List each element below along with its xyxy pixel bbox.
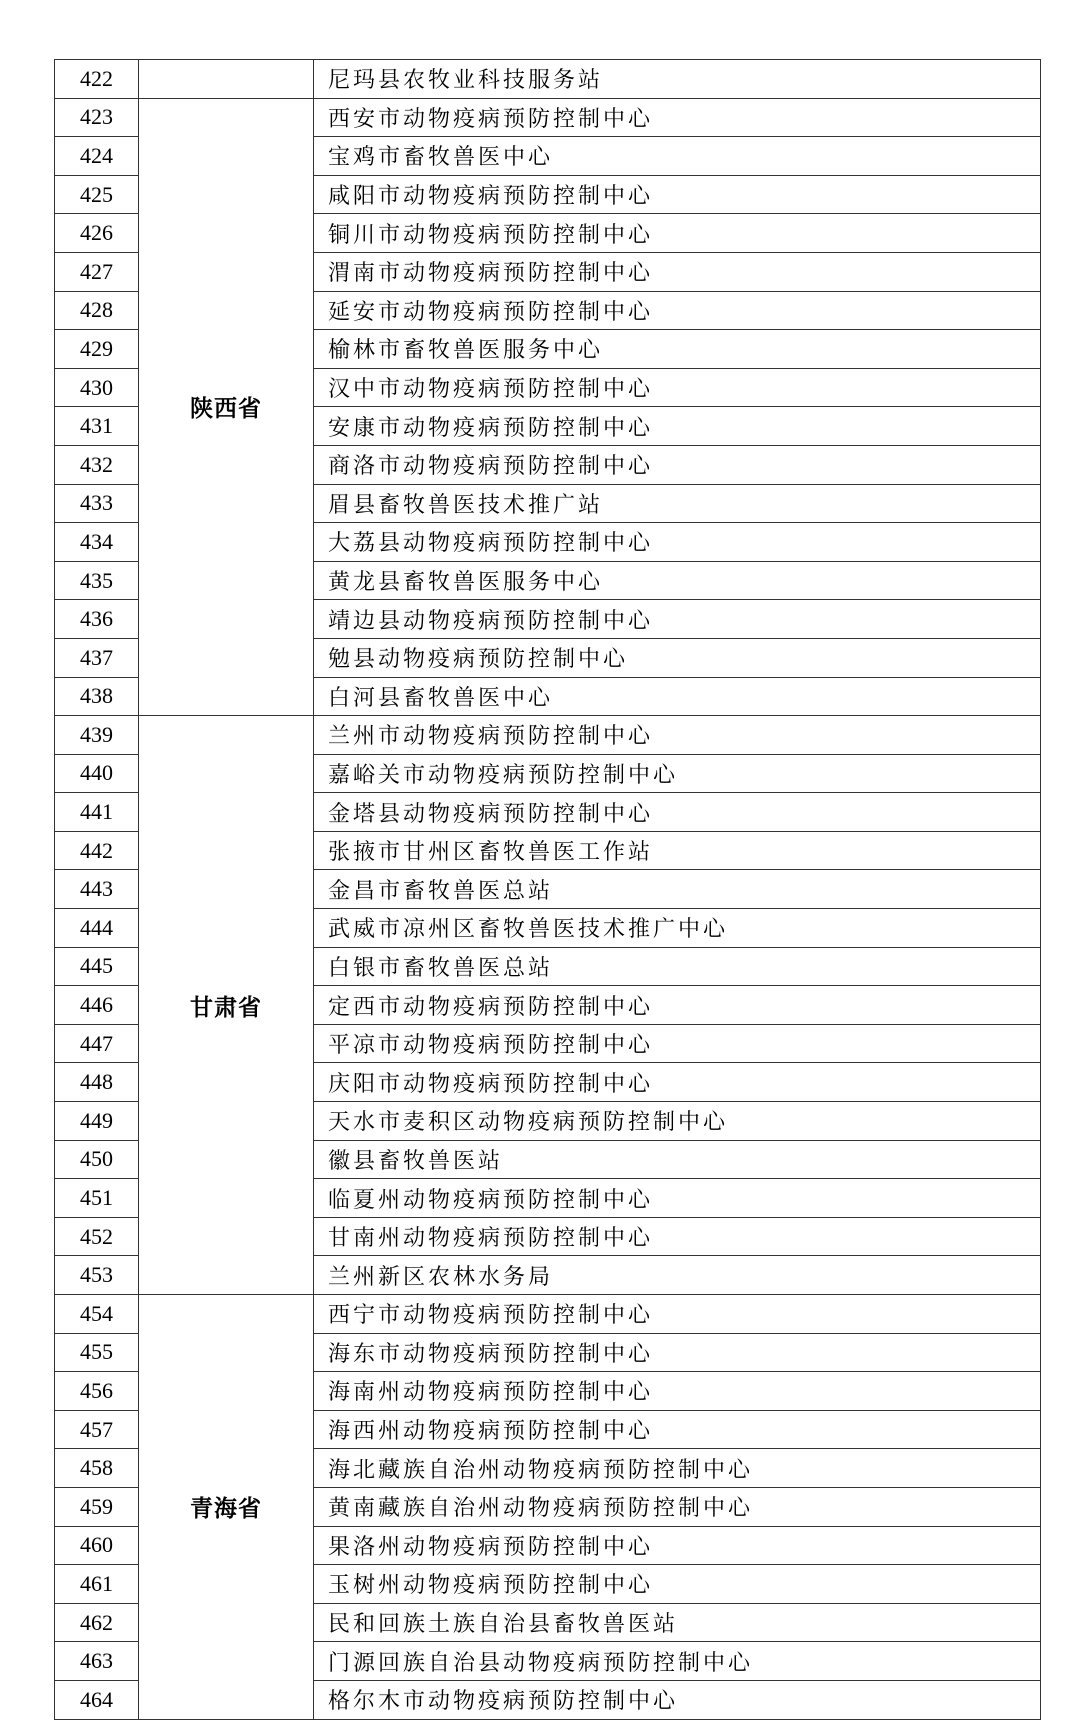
row-number: 438 [55,677,139,716]
institution-name: 黄龙县畜牧兽医服务中心 [314,561,1041,600]
row-number: 461 [55,1565,139,1604]
institution-name: 黄南藏族自治州动物疫病预防控制中心 [314,1487,1041,1526]
row-number: 424 [55,137,139,176]
row-number: 447 [55,1024,139,1063]
institution-name: 临夏州动物疫病预防控制中心 [314,1179,1041,1218]
province-cell [139,60,314,99]
row-number: 446 [55,986,139,1025]
row-number: 456 [55,1372,139,1411]
institution-name: 海南州动物疫病预防控制中心 [314,1372,1041,1411]
table-row [55,716,1041,755]
row-number: 453 [55,1256,139,1295]
row-number: 450 [55,1140,139,1179]
institution-name: 张掖市甘州区畜牧兽医工作站 [314,831,1041,870]
institution-name: 门源回族自治县动物疫病预防控制中心 [314,1642,1041,1681]
row-number: 458 [55,1449,139,1488]
row-number: 462 [55,1603,139,1642]
institution-name: 天水市麦积区动物疫病预防控制中心 [314,1102,1041,1141]
institution-name: 白银市畜牧兽医总站 [314,947,1041,986]
row-number: 457 [55,1410,139,1449]
row-number: 449 [55,1102,139,1141]
institution-name: 民和回族土族自治县畜牧兽医站 [314,1603,1041,1642]
row-number: 436 [55,600,139,639]
row-number: 435 [55,561,139,600]
institution-name: 西安市动物疫病预防控制中心 [314,98,1041,137]
row-number: 442 [55,831,139,870]
institution-name: 商洛市动物疫病预防控制中心 [314,445,1041,484]
row-number: 441 [55,793,139,832]
institution-name: 金塔县动物疫病预防控制中心 [314,793,1041,832]
row-number: 429 [55,330,139,369]
row-number: 451 [55,1179,139,1218]
institution-name: 海北藏族自治州动物疫病预防控制中心 [314,1449,1041,1488]
province-cell: 陕西省 [139,98,314,716]
row-number: 422 [55,60,139,99]
row-number: 445 [55,947,139,986]
institution-name: 眉县畜牧兽医技术推广站 [314,484,1041,523]
table-body [55,60,1041,1720]
row-number: 455 [55,1333,139,1372]
table-row [55,98,1041,137]
row-number: 437 [55,638,139,677]
row-number: 431 [55,407,139,446]
institution-name: 延安市动物疫病预防控制中心 [314,291,1041,330]
institution-name: 宝鸡市畜牧兽医中心 [314,137,1041,176]
row-number: 439 [55,716,139,755]
institution-name: 榆林市畜牧兽医服务中心 [314,330,1041,369]
institution-name: 兰州市动物疫病预防控制中心 [314,716,1041,755]
row-number: 464 [55,1680,139,1719]
institution-name: 海东市动物疫病预防控制中心 [314,1333,1041,1372]
institution-name: 西宁市动物疫病预防控制中心 [314,1295,1041,1334]
row-number: 428 [55,291,139,330]
row-number: 452 [55,1217,139,1256]
institution-name: 大荔县动物疫病预防控制中心 [314,523,1041,562]
row-number: 454 [55,1295,139,1334]
institution-name: 汉中市动物疫病预防控制中心 [314,368,1041,407]
institution-name: 格尔木市动物疫病预防控制中心 [314,1680,1041,1719]
institution-name: 甘南州动物疫病预防控制中心 [314,1217,1041,1256]
province-cell: 青海省 [139,1295,314,1720]
row-number: 433 [55,484,139,523]
row-number: 430 [55,368,139,407]
institution-name: 渭南市动物疫病预防控制中心 [314,252,1041,291]
province-cell: 甘肃省 [139,716,314,1295]
institution-name: 海西州动物疫病预防控制中心 [314,1410,1041,1449]
institution-name: 玉树州动物疫病预防控制中心 [314,1565,1041,1604]
institution-name: 兰州新区农林水务局 [314,1256,1041,1295]
institution-name: 靖边县动物疫病预防控制中心 [314,600,1041,639]
row-number: 426 [55,214,139,253]
institution-name: 定西市动物疫病预防控制中心 [314,986,1041,1025]
institution-name: 白河县畜牧兽医中心 [314,677,1041,716]
institution-name: 尼玛县农牧业科技服务站 [314,60,1041,99]
row-number: 448 [55,1063,139,1102]
institution-name: 庆阳市动物疫病预防控制中心 [314,1063,1041,1102]
row-number: 423 [55,98,139,137]
institution-name: 铜川市动物疫病预防控制中心 [314,214,1041,253]
institution-name: 嘉峪关市动物疫病预防控制中心 [314,754,1041,793]
row-number: 459 [55,1487,139,1526]
institution-name: 金昌市畜牧兽医总站 [314,870,1041,909]
row-number: 460 [55,1526,139,1565]
institution-name: 咸阳市动物疫病预防控制中心 [314,175,1041,214]
row-number: 425 [55,175,139,214]
row-number: 463 [55,1642,139,1681]
table-row [55,1295,1041,1334]
institution-name: 勉县动物疫病预防控制中心 [314,638,1041,677]
institution-name: 平凉市动物疫病预防控制中心 [314,1024,1041,1063]
row-number: 432 [55,445,139,484]
row-number: 440 [55,754,139,793]
table-row [55,60,1041,99]
institution-name: 徽县畜牧兽医站 [314,1140,1041,1179]
row-number: 434 [55,523,139,562]
institution-name: 武威市凉州区畜牧兽医技术推广中心 [314,909,1041,948]
institution-name: 果洛州动物疫病预防控制中心 [314,1526,1041,1565]
institution-table [54,59,1041,1720]
row-number: 444 [55,909,139,948]
row-number: 443 [55,870,139,909]
row-number: 427 [55,252,139,291]
institution-name: 安康市动物疫病预防控制中心 [314,407,1041,446]
